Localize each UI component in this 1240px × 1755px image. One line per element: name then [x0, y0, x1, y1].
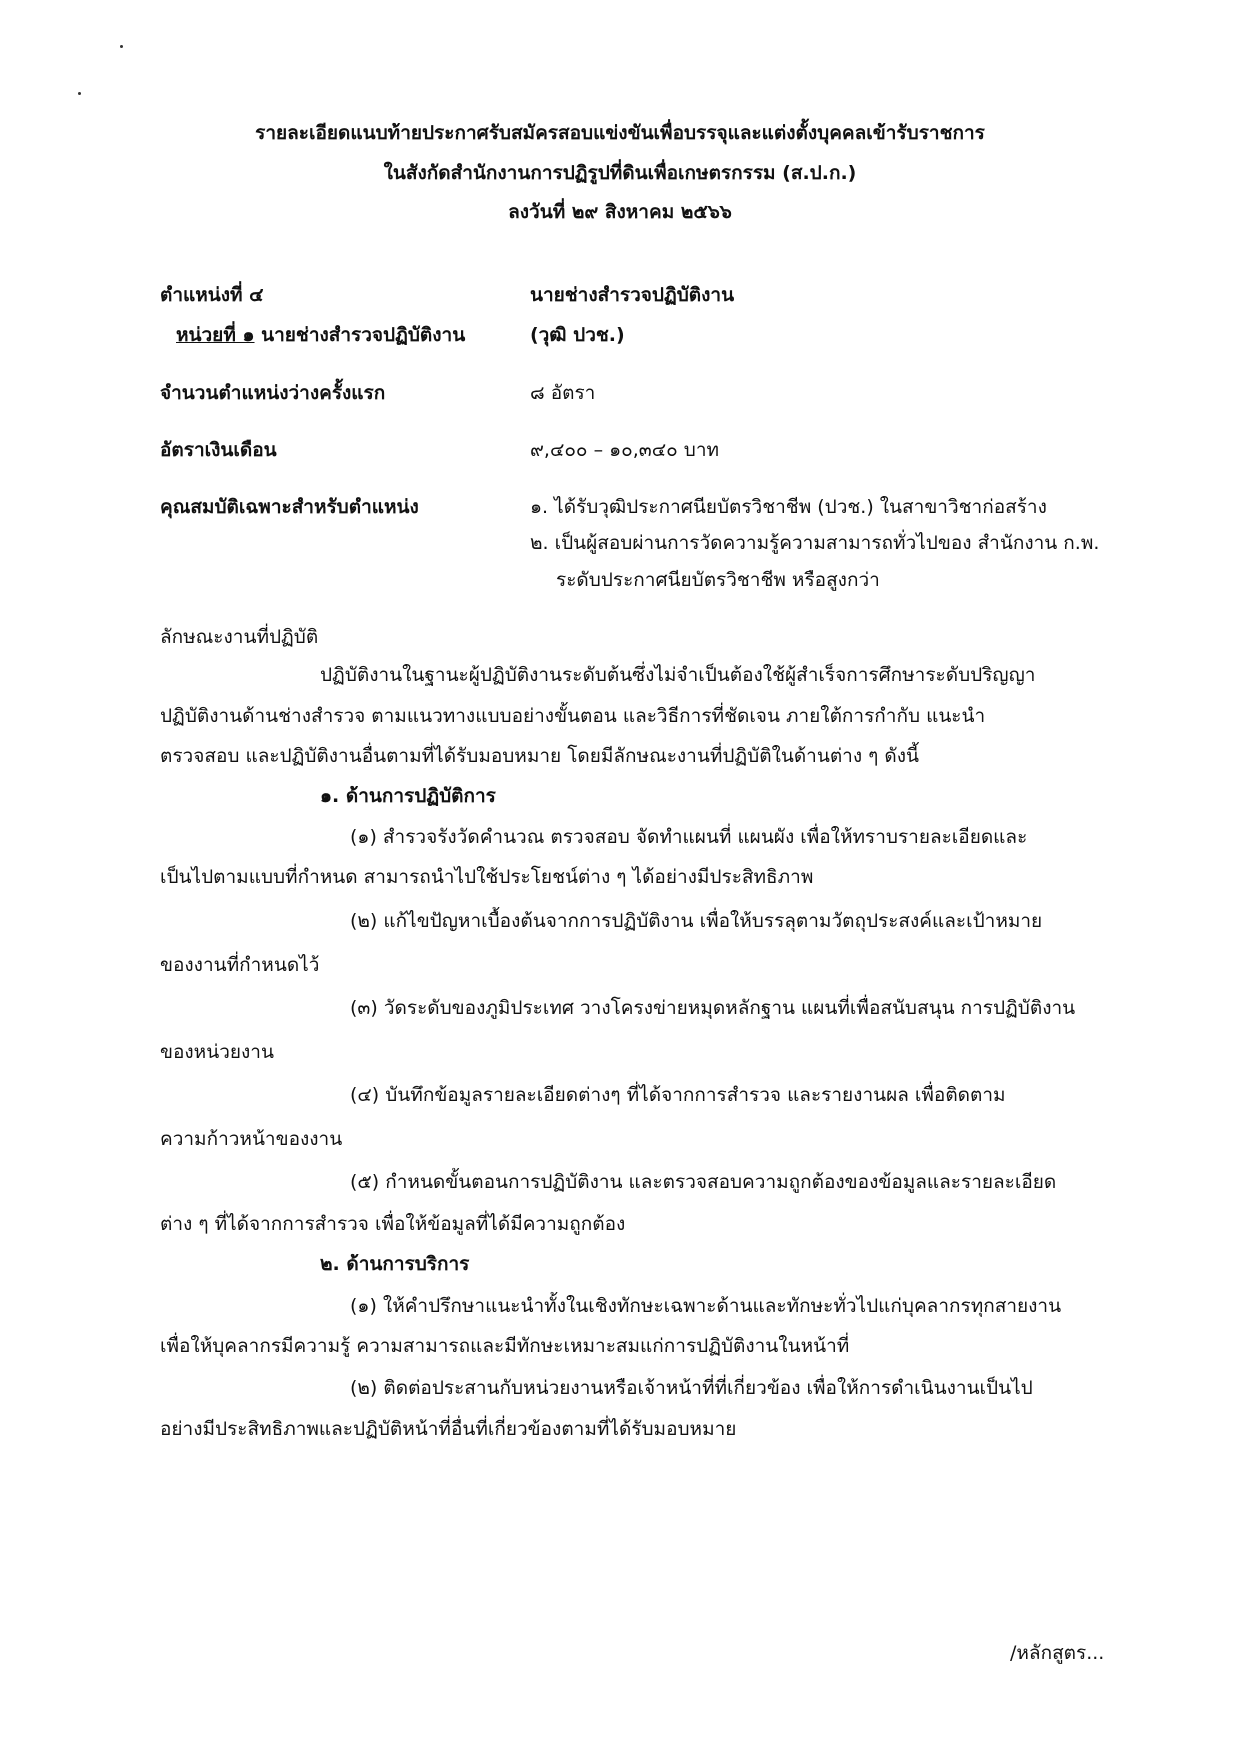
qualification-item: ๒. เป็นผู้สอบผ่านการวัดความรู้ความสามารถทั่วไปของ สำนักงาน ก.พ.: [530, 532, 1100, 554]
header-date: ลงวันที่ ๒๙ สิงหาคม ๒๕๖๖: [508, 201, 732, 223]
list-item: (๒) แก้ไขปัญหาเบื้องต้นจากการปฏิบัติงาน เพื่อให้บรรลุตามวัตถุประสงค์และเป้าหมาย: [350, 910, 1043, 932]
subsection-title-operations: ๑. ด้านการปฏิบัติการ: [320, 785, 496, 807]
list-item: (๕) กำหนดขั้นตอนการปฏิบัติงาน และตรวจสอบความถูกต้องของข้อมูลและรายละเอียด: [350, 1171, 1057, 1193]
unit-label: หน่วยที่ ๑: [176, 324, 255, 346]
list-item: (๓) วัดระดับของภูมิประเทศ วางโครงข่ายหมุดหลักฐาน แผนที่เพื่อสนับสนุน การปฏิบัติงาน: [350, 997, 1076, 1019]
list-item: (๒) ติดต่อประสานกับหน่วยงานหรือเจ้าหน้าที่ที่เกี่ยวข้อง เพื่อให้การดำเนินงานเป็นไป: [350, 1377, 1033, 1399]
list-item-cont: เป็นไปตามแบบที่กำหนด สามารถนำไปใช้ประโยชน์ต่าง ๆ ได้อย่างมีประสิทธิภาพ: [160, 866, 814, 888]
scan-speck: [78, 92, 81, 95]
qualification-item: ๑. ได้รับวุฒิประกาศนียบัตรวิชาชีพ (ปวช.) ในสาขาวิชาก่อสร้าง: [530, 496, 1047, 518]
list-item-cont: เพื่อให้บุคลากรมีความรู้ ความสามารถและมีทักษะเหมาะสมแก่การปฏิบัติงานในหน้าที่: [160, 1335, 850, 1357]
salary-value: ๙,๔๐๐ – ๑๐,๓๔๐ บาท: [530, 439, 720, 461]
list-item-cont: อย่างมีประสิทธิภาพและปฏิบัติหน้าที่อื่นที่เกี่ยวข้องตามที่ได้รับมอบหมาย: [160, 1418, 737, 1440]
qualification-label: คุณสมบัติเฉพาะสำหรับตำแหน่ง: [160, 496, 419, 518]
unit-text: นายช่างสำรวจปฏิบัติงาน: [254, 324, 466, 346]
intro-line: ปฏิบัติงานในฐานะผู้ปฏิบัติงานระดับต้นซึ่งไม่จำเป็นต้องใช้ผู้สำเร็จการศึกษาระดับปริญญา: [320, 664, 1036, 686]
unit-row: [176, 322, 465, 348]
list-item-cont: ต่าง ๆ ที่ได้จากการสำรวจ เพื่อให้ข้อมูลที่ได้มีความถูกต้อง: [160, 1213, 626, 1235]
section-heading: ลักษณะงานที่ปฏิบัติ: [160, 626, 319, 648]
subsection-title-services: ๒. ด้านการบริการ: [320, 1253, 470, 1275]
position-value: นายช่างสำรวจปฏิบัติงาน: [530, 284, 735, 306]
unit-value: (วุฒิ ปวช.): [530, 324, 625, 346]
list-item-cont: ของงานที่กำหนดไว้: [160, 954, 320, 976]
continued-marker: /หลักสูตร...: [1010, 1642, 1105, 1664]
intro-line: ตรวจสอบ และปฏิบัติงานอื่นตามที่ได้รับมอบหมาย โดยมีลักษณะงานที่ปฏิบัติในด้านต่าง ๆ ดังนี้: [160, 745, 920, 767]
list-item: (๑) สำรวจรังวัดคำนวณ ตรวจสอบ จัดทำแผนที่ แผนผัง เพื่อให้ทราบรายละเอียดและ: [350, 826, 1028, 848]
list-item-cont: ความก้าวหน้าของงาน: [160, 1128, 343, 1150]
header-line-1: รายละเอียดแนบท้ายประกาศรับสมัครสอบแข่งขันเพื่อบรรจุและแต่งตั้งบุคคลเข้ารับราชการ: [255, 122, 985, 144]
list-item: (๔) บันทึกข้อมูลรายละเอียดต่างๆ ที่ได้จากการสำรวจ และรายงานผล เพื่อติดตาม: [350, 1084, 1006, 1106]
position-label: ตำแหน่งที่ ๔: [160, 284, 264, 306]
scan-speck: [120, 45, 123, 48]
intro-line: ปฏิบัติงานด้านช่างสำรวจ ตามแนวทางแบบอย่างขั้นตอน และวิธีการที่ชัดเจน ภายใต้การกำกับ แนะนำ: [160, 705, 986, 727]
salary-label: อัตราเงินเดือน: [160, 439, 277, 461]
vacancy-label: จำนวนตำแหน่งว่างครั้งแรก: [160, 382, 386, 404]
list-item-cont: ของหน่วยงาน: [160, 1041, 274, 1063]
list-item: (๑) ให้คำปรึกษาแนะนำทั้งในเชิงทักษะเฉพาะด้านและทักษะทั่วไปแก่บุคลากรทุกสายงาน: [350, 1295, 1062, 1317]
qualification-item: ระดับประกาศนียบัตรวิชาชีพ หรือสูงกว่า: [556, 569, 880, 591]
vacancy-value: ๘ อัตรา: [530, 382, 596, 404]
header-line-2: ในสังกัดสำนักงานการปฏิรูปที่ดินเพื่อเกษตรกรรม (ส.ป.ก.): [383, 162, 857, 184]
